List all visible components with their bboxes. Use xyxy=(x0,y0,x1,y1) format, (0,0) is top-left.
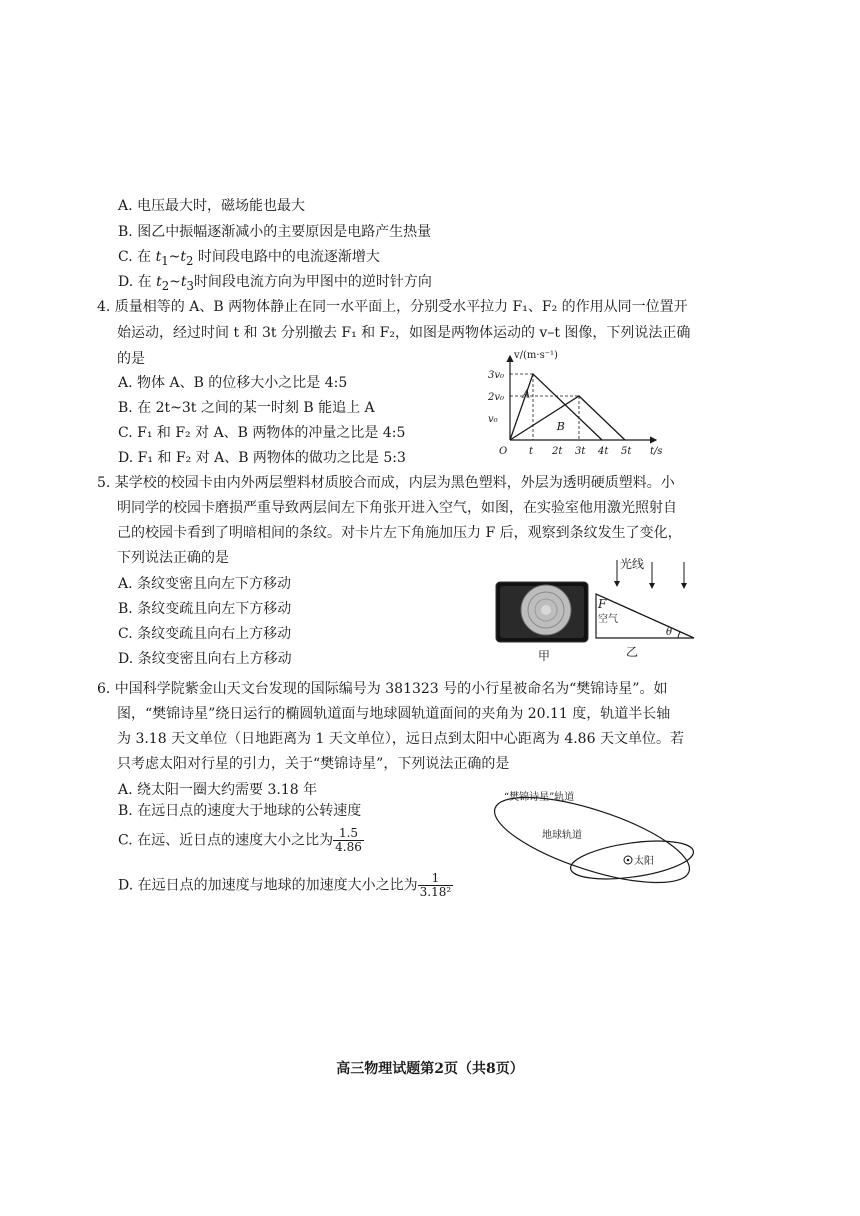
wedge-figure xyxy=(592,556,700,664)
q6-stem-line1: 6. 中国科学院紫金山天文台发现的国际编号为 381323 号的小行星被命名为“樊锦诗星”。如 xyxy=(97,681,668,697)
q6-option-c: C. 在远、近日点的速度大小之比为 $\frac{1.5}{4.86}$ xyxy=(118,826,362,854)
air-label: 空气 xyxy=(598,614,618,625)
light-label: 光线 xyxy=(620,557,645,571)
series-label-A: A xyxy=(522,387,531,401)
y-tick-label: 3v₀ xyxy=(488,370,505,381)
x-tick-label: 3t xyxy=(575,446,586,457)
q6-option-b: B. 在远日点的速度大于地球的公转速度 xyxy=(118,803,362,819)
fig-yi-label: 乙 xyxy=(626,645,639,659)
force-label: F xyxy=(598,597,607,611)
q4-option-d: D. F₁ 和 F₂ 对 A、B 两物体的做功之比是 5:3 xyxy=(118,450,406,466)
q3-option-d: D. 在 $t_2\sim t_3$时间段电流方向为甲图中的逆时针方向 xyxy=(118,274,432,293)
q4-stem-line2: 始运动，经过时间 t 和 3t 分别撤去 F₁ 和 F₂，如图是两物体运动的 v–t 图像，下列说法正确 xyxy=(117,325,691,341)
x-tick-label: 5t xyxy=(621,446,632,457)
vt-chart xyxy=(480,348,680,460)
earth-orbit-label: 地球轨道 xyxy=(542,830,582,841)
fraction-d: $\frac{1}{\text{3.18²}}$ xyxy=(419,871,452,899)
fig-jia-label: 甲 xyxy=(538,649,551,663)
asteroid-orbit-label: “樊锦诗星”轨道 xyxy=(504,792,575,803)
q4-option-b: B. 在 2t~3t 之间的某一时刻 B 能追上 A xyxy=(118,400,375,416)
q6-stem-line3: 为 3.18 天文单位（日地距离为 1 天文单位），远日点到太阳中心距离为 4.86 天文单位。若 xyxy=(117,731,684,747)
x-tick-label: 4t xyxy=(598,446,609,457)
orbit-figure xyxy=(492,788,702,894)
q5-option-c: C. 条纹变疏且向右上方移动 xyxy=(118,626,292,642)
origin-label: O xyxy=(499,446,508,457)
q3-option-b: B. 图乙中振幅逐渐减小的主要原因是电路产生热量 xyxy=(118,224,432,240)
q3-option-c: C. 在 $t_1\sim t_2$ 时间段电路中的电流逐渐增大 xyxy=(118,249,380,268)
q5-stem-line2: 明同学的校园卡磨损严重导致两层间左下角张开进入空气，如图，在实验室他用激光照射自 xyxy=(117,500,677,516)
q5-stem-line1: 5. 某学校的校园卡由内外两层塑料材质胶合而成，内层为黑色塑料，外层为透明硬质塑料。小 xyxy=(97,475,675,491)
y-tick-label: v₀ xyxy=(488,414,498,425)
q5-stem-line4: 下列说法正确的是 xyxy=(117,550,229,566)
y-axis-label: v/(m·s⁻¹) xyxy=(514,350,558,361)
q5-option-b: B. 条纹变疏且向左下方移动 xyxy=(118,601,292,617)
q6-option-d: D. 在远日点的加速度与地球的加速度大小之比为 $\frac{1}{\text{3.18²}}$ xyxy=(118,871,452,899)
sun-label: 太阳 xyxy=(634,856,654,867)
q5-option-d: D. 条纹变密且向右上方移动 xyxy=(118,651,292,667)
fraction-c: $\frac{1.5}{4.86}$ xyxy=(335,826,362,854)
q4-option-a: A. 物体 A、B 的位移大小之比是 4:5 xyxy=(118,375,348,391)
q5-option-a: A. 条纹变密且向左下方移动 xyxy=(118,576,292,592)
series-line-B xyxy=(510,396,625,440)
card-photo-figure xyxy=(494,580,590,664)
q6-option-a: A. 绕太阳一圈大约需要 3.18 年 xyxy=(118,782,318,798)
series-label-B: B xyxy=(556,419,565,433)
q4-stem-line1: 4. 质量相等的 A、B 两物体静止在同一水平面上，分别受水平拉力 F₁、F₂ 的作用从同一位置开 xyxy=(97,299,688,315)
theta-label: θ xyxy=(666,627,673,638)
page-footer: 高三物理试题第2页（共8页） xyxy=(336,1061,524,1077)
q3-option-a: A. 电压最大时，磁场能也最大 xyxy=(118,198,306,214)
x-axis-label: t/s xyxy=(650,446,663,457)
x-tick-label: t xyxy=(529,446,534,457)
x-tick-label: 2t xyxy=(552,446,563,457)
q6-stem-line2: 图，“樊锦诗星”绕日运行的椭圆轨道面与地球圆轨道面间的夹角为 20.11 度，轨道半长轴 xyxy=(117,706,671,722)
y-tick-label: 2v₀ xyxy=(488,392,505,403)
q6-stem-line4: 只考虑太阳对行星的引力，关于“樊锦诗星”，下列说法正确的是 xyxy=(117,756,510,772)
q4-option-c: C. F₁ 和 F₂ 对 A、B 两物体的冲量之比是 4:5 xyxy=(118,425,406,441)
q5-stem-line3: 己的校园卡看到了明暗相间的条纹。对卡片左下角施加压力 F 后，观察到条纹发生了变化， xyxy=(117,525,682,541)
q4-stem-line3: 的是 xyxy=(117,351,145,367)
